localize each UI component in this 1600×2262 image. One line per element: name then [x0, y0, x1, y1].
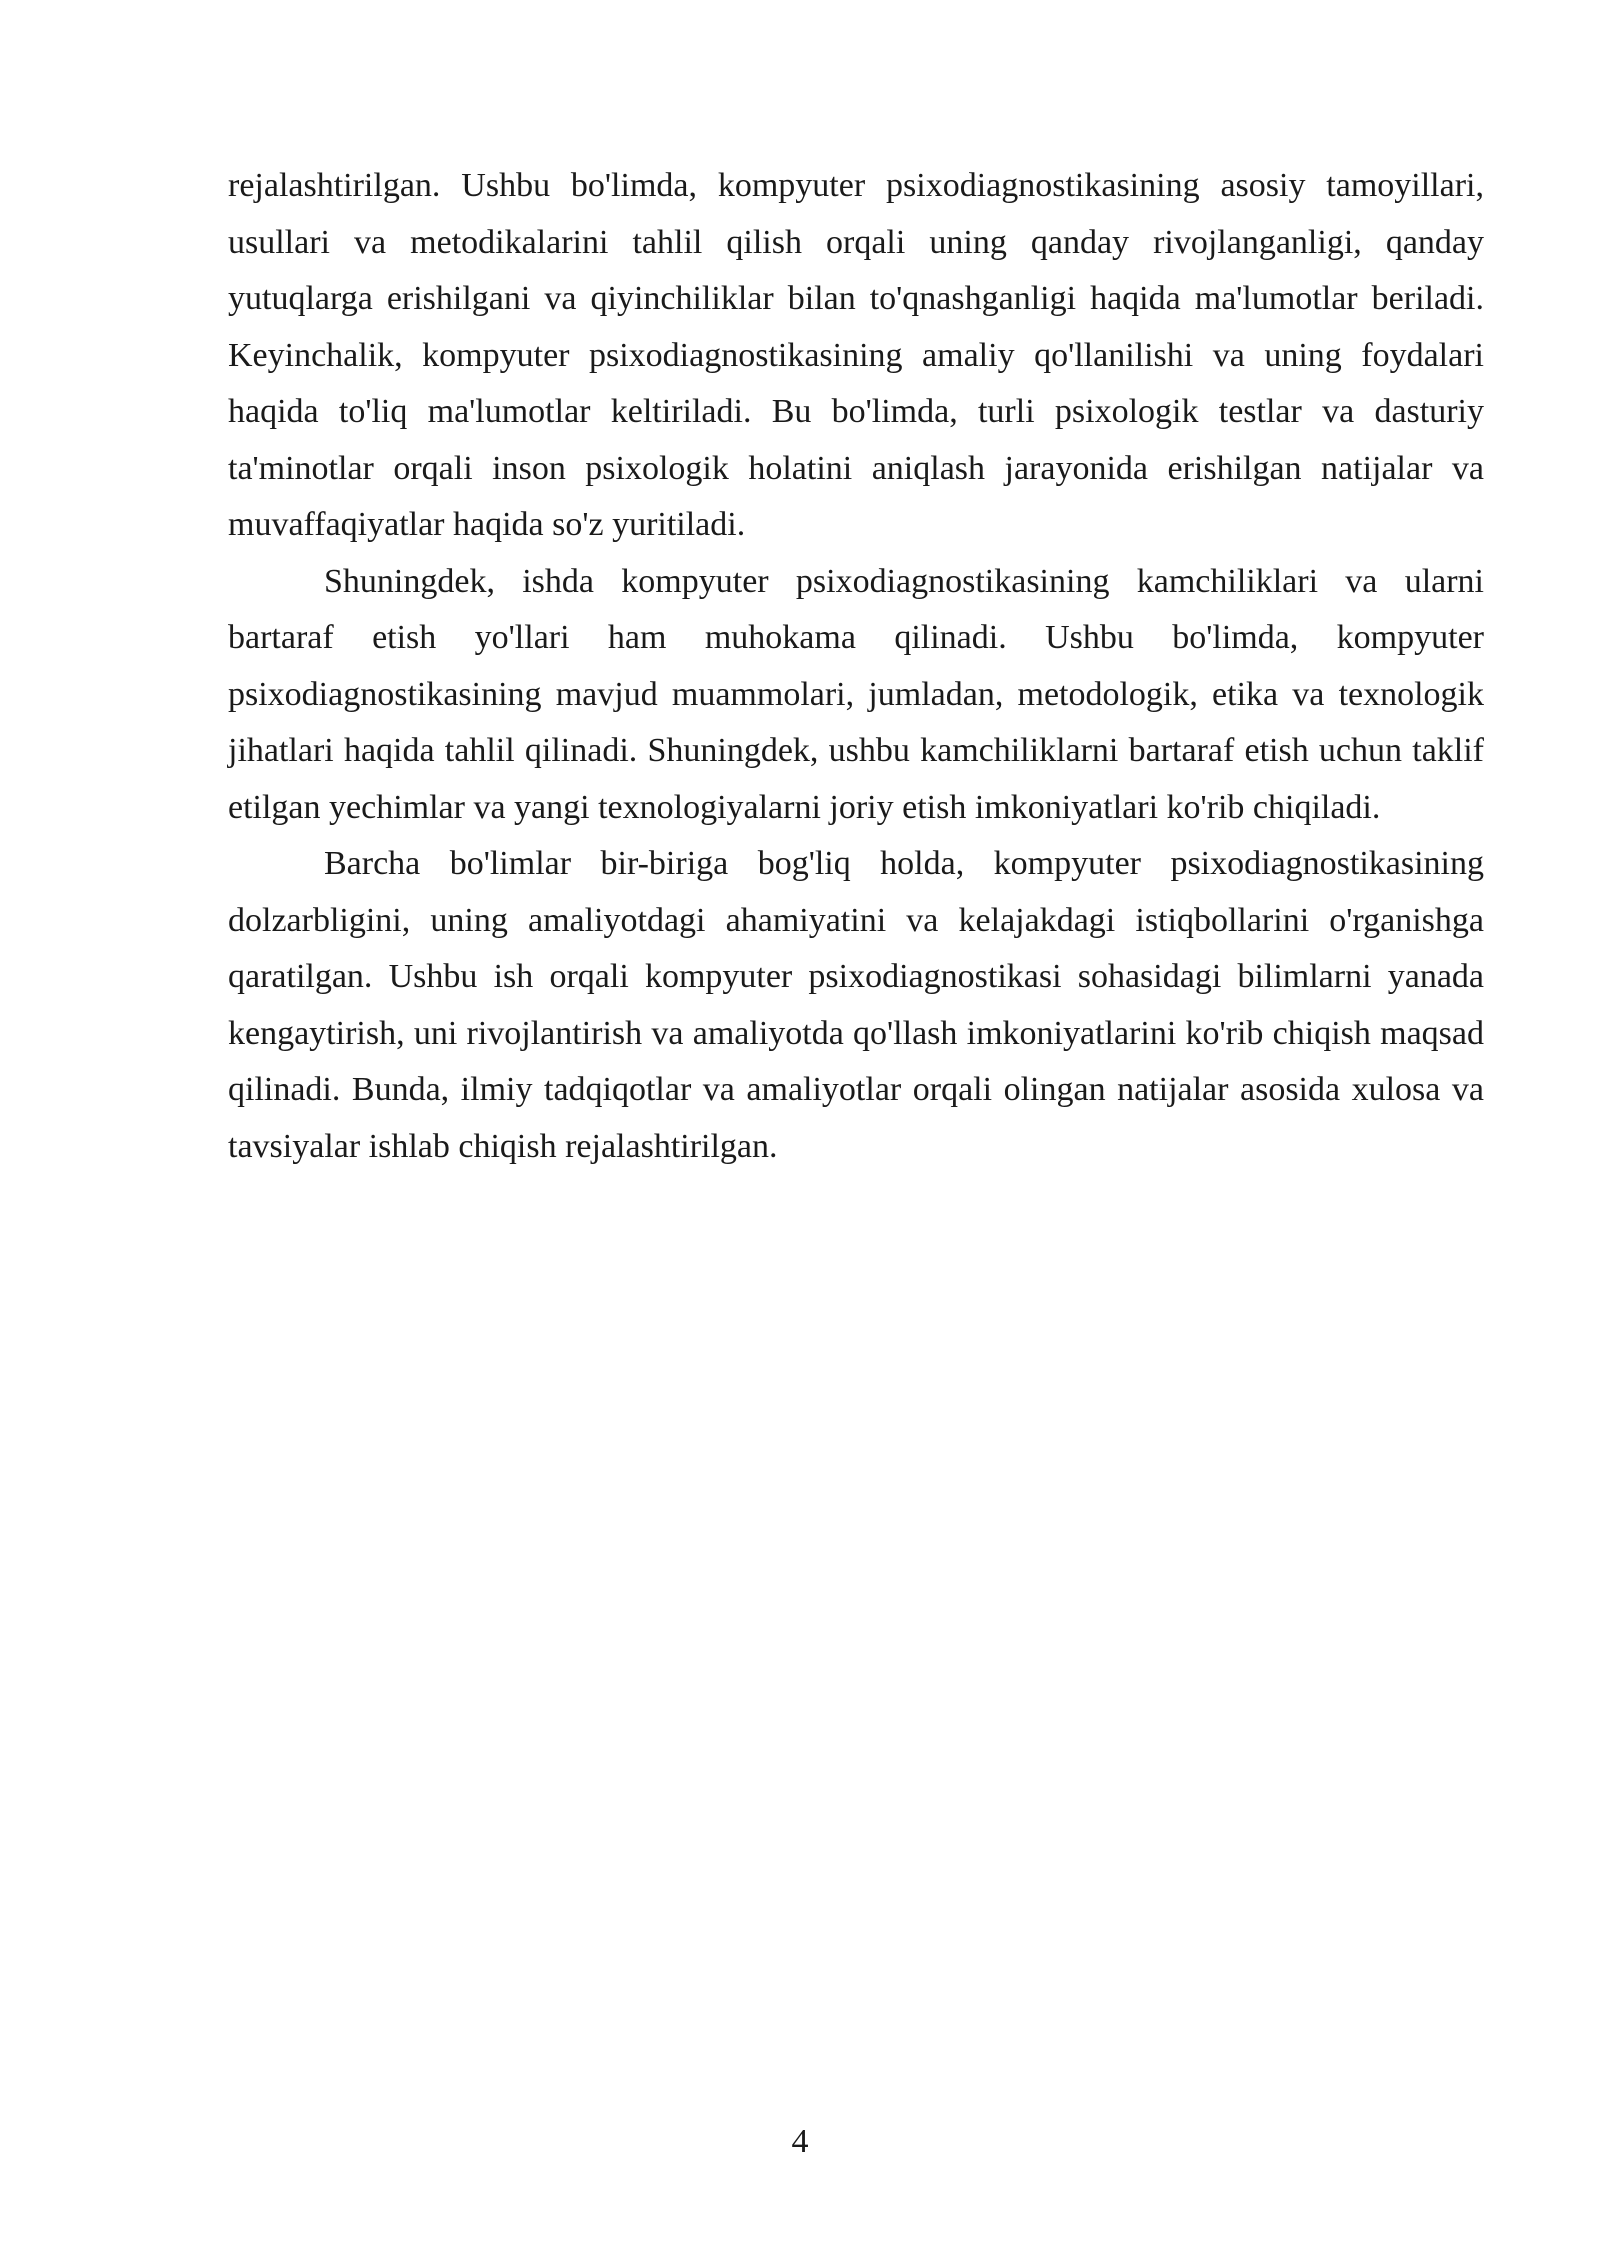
body-text: [228, 158, 1484, 1175]
paragraph-shortcomings: Shuningdek, ishda kompyuter psixodiagnostikasining kamchiliklari va ularni bartaraf etish yo'llari ham muhokama qilinadi. Ushbu bo'limda, kompyuter psixodiagnostikasining mavjud muammolari, jumladan, metodologik, etika va texnologik jihatlari haqida tahlil qilinadi. Shuningdek, ushbu kamchiliklarni bartaraf etish uchun taklif etilgan yechimlar va yangi texnologiyalarni joriy etish imkoniyatlari ko'rib chiqiladi.: [228, 562, 1484, 826]
page-number: 4: [791, 2123, 809, 2160]
paragraph-conclusion: Barcha bo'limlar bir-biriga bog'liq holda, kompyuter psixodiagnostikasining dolzarbligini, uning amaliyotdagi ahamiyatini va kelajakdagi istiqbollarini o'rganishga qaratilgan. Ushbu ish orqali kompyuter psixodiagnostikasi sohasidagi bilimlarni yanada kengaytirish, uni rivojlantirish va amaliyotda qo'llash imkoniyatlarini ko'rib chiqish maqsad qilinadi. Bunda, ilmiy tadqiqotlar va amaliyotlar orqali olingan natijalar asosida xulosa va tavsiyalar ishlab chiqish rejalashtirilgan.: [228, 845, 1484, 1165]
paragraph-continuation: rejalashtirilgan. Ushbu bo'limda, kompyuter psixodiagnostikasining asosiy tamoyillari, usullari va metodikalarini tahlil qilish orqali uning qanday rivojlanganligi, qanday yutuqlarga erishilgani va qiyinchiliklar bilan to'qnashganligi haqida ma'lumotlar beriladi. Keyinchalik, kompyuter psixodiagnostikasining amaliy qo'llanilishi va uning foydalari haqida to'liq ma'lumotlar keltiriladi. Bu bo'limda, turli psixologik testlar va dasturiy ta'minotlar orqali inson psixologik holatini aniqlash jarayonida erishilgan natijalar va muvaffaqiyatlar haqida so'z yuritiladi.: [228, 167, 1484, 543]
